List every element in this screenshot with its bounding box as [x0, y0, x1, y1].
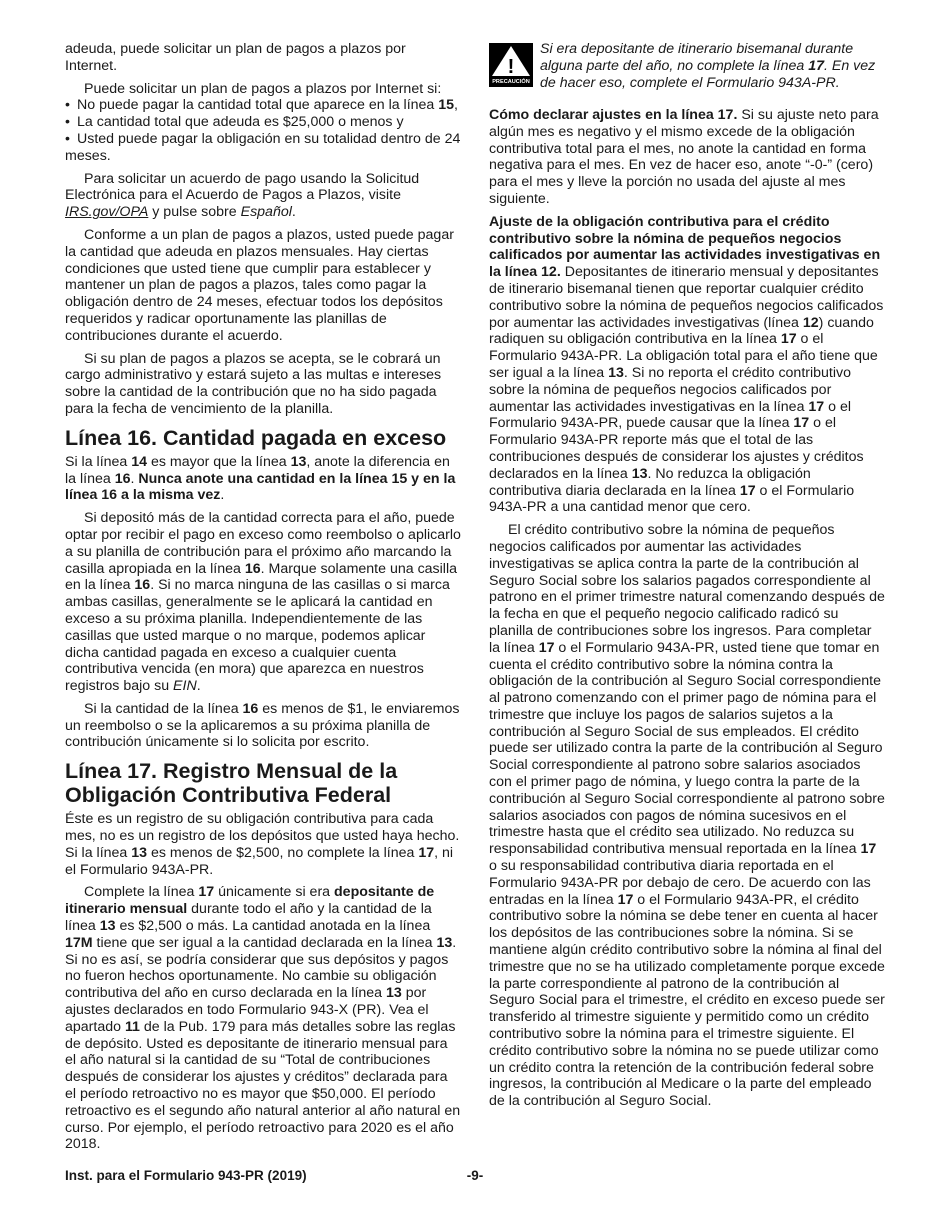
list-item: • Usted puede pagar la obligación en su totalidad dentro de 24 meses.: [65, 130, 461, 164]
right-column: [489, 41, 885, 1116]
paragraph: Para solicitar un acuerdo de pago usando la Solicitud Electrónica para el Acuerdo de Pagos a Plazos, visite IRS.gov/OPA y pulse sobre Español.: [65, 170, 420, 221]
paragraph: Puede solicitar un plan de pagos a plazos por Internet si:: [84, 80, 442, 97]
paragraph: Ajuste de la obligación contributiva para el crédito contributivo sobre la nómina de pequeños negocios calificados por aumentar las actividades investigativas en la línea 12. Depositantes de itinerario mensual y depositantes de itinerario bisemanal tienen que reportar cualquier crédito contributivo sobre la nómina de pequeños negocios calificados por aumentar las actividades investigativas (línea 12) cuando radiquen su obligación contributiva en la línea 17 o el Formulario 943A-PR. La obligación total para el año tiene que ser igual a la línea 13. Si no reporta el crédito contributivo sobre la nómina de pequeños negocios calificados por aumentar las actividades investigativas en la línea 17 o el Formulario 943A-PR, puede causar que la línea 17 o el Formulario 943A-PR reporte más que el total de las contribuciones después de considerar los ajustes y créditos declarados en la línea 13. No reduzca la obligación contributiva diaria declarada en la línea 17 o el Formulario 943A-PR a una cantidad menor que cero.: [489, 213, 884, 516]
paragraph: Si depositó más de la cantidad correcta para el año, puede optar por recibir el pago en exceso como reembolso o aplicarlo a su planilla de contribución para el próximo año marcando la casilla apropiada en la línea 16. Marque solamente una casilla en la línea 16. Si no marca ninguna de las casillas o si marca ambas casillas, generalmente se le aplicará la cantidad en exceso a su próxima planilla. Independientemente de las casillas que usted marque o no marque, podemos aplicar dicha cantidad pagada en exceso a cualquier cuenta contributiva vencida (en mora) que aparezca en nuestros registros bajo su EIN.: [65, 510, 461, 695]
paragraph: Conforme a un plan de pagos a plazos, usted puede pagar la cantidad que adeuda en plazos mensuales. Hay ciertas condiciones que usted tiene que cumplir para establecer y mantener un plan de pagos a plazos, tales como pagar la obligación dentro de 24 meses, efectuar todos los depósitos requeridos y radicar oportunamente las planillas de contribuciones durante el acuerdo.: [65, 226, 454, 344]
paragraph: Éste es un registro de su obligación contributiva para cada mes, no es un registro de los depósitos que usted haya hecho. Si la línea 13 es menos de $2,500, no complete la línea 17, ni el Formulario 943A-PR.: [65, 811, 460, 878]
paragraph: Cómo declarar ajustes en la línea 17. Si su ajuste neto para algún mes es negativo y el mismo excede de la obligación contributiva total para el mes, no anote la cantidad en forma negativa para el mes. En vez de hacer eso, anote “-0-” (cero) para el mes y lleve la porción no usada del ajuste al mes siguiente.: [489, 107, 879, 207]
paragraph: Si la cantidad de la línea 16 es menos de $1, le enviaremos un reembolso o se la aplicaremos a su próxima planilla de contribución únicamente si lo solicita por escrito.: [65, 700, 460, 751]
caution-label: PRECAUCIÓN: [492, 79, 530, 85]
page-number: -9-: [466, 1168, 484, 1183]
left-column: [65, 41, 461, 1159]
caution-icon: [489, 43, 533, 87]
paragraph: adeuda, puede solicitar un plan de pagos a plazos por Internet.: [65, 41, 406, 74]
bullet-icon: •: [65, 97, 70, 114]
paragraph: Complete la línea 17 únicamente si era depositante de itinerario mensual durante todo el año y la cantidad de la línea 13 es $2,500 o más. La cantidad anotada en la línea 17M tiene que ser igual a la cantidad declarada en la línea 13. Si no es así, se podría considerar que sus depósitos y pagos no fueron hechos oportunamente. No cambie su obligación contributiva del año en curso declarada en la línea 13 por ajustes declarados en todo Formulario 943-X (PR). Vea el apartado 11 de la Pub. 179 para más detalles sobre las reglas de depósito. Usted es depositante de itinerario mensual para el año natural si la cantidad de su “Total de contribuciones después de considerar los ajustes y créditos” declarada para el período retroactivo no es mayor que $50,000. El período retroactivo es el segundo año natural anterior al año natural en curso. Por ejemplo, el período retroactivo para 2020 es el año 2018.: [65, 884, 461, 1153]
list-item: • No puede pagar la cantidad total que aparece en la línea 15,: [65, 97, 458, 114]
paragraph: El crédito contributivo sobre la nómina de pequeños negocios calificados por aumentar las actividades investigativas se aplica contra la parte de la contribución al Seguro Social sobre los salarios pagados correspondiente al patrono en el primer trimestre natural comenzando después de la fecha en que el pequeño negocio calificado radicó su planilla de contribuciones sobre los ingresos. Para completar la línea 17 o el Formulario 943A-PR, usted tiene que tomar en cuenta el crédito contributivo sobre la nómina contra la obligación de la contribución al Seguro Social correspondiente al patrono comenzando con el primer pago de nómina para el trimestre que incluye los pagos de salarios sujetos a la contribución al Seguro Social de sus empleados. El crédito puede ser utilizado contra la parte de la contribución al Seguro Social correspondiente al patrono sobre salarios asociados con el primer pago de nómina, y luego contra la parte de la contribución al Seguro Social correspondiente al patrono sobre salarios asociados con pagos de nómina sucesivos en el trimestre hasta que el crédito sea utilizado. No reduzca su responsabilidad contributiva mensual reportada en la línea 17 o su responsabilidad contributiva diaria reportada en el Formulario 943A-PR por debajo de cero. De acuerdo con las entradas en la línea 17 o el Formulario 943A-PR, el crédito contributivo sobre la nómina se debe tener en cuenta al hacer los depósitos de las contribuciones sobre la nómina. Si se mantiene algún crédito contributivo sobre la nómina al final del trimestre que no se ha utilizado completamente porque excede la parte correspondiente al patrono de la contribución al Seguro Social para el trimestre, el crédito en exceso puede ser transferido al trimestre siguiente y permitido como un crédito contributivo sobre la nómina para el trimestre siguiente. El crédito contributivo sobre la nómina no se puede utilizar como un crédito contra la retención de la contribución federal sobre ingresos, la contribución al Medicare o la parte del empleado de la contribución al Seguro Social.: [489, 522, 885, 1110]
list-item: • La cantidad total que adeuda es $25,000 o menos y: [65, 114, 404, 131]
exclamation-mark: !: [507, 56, 515, 78]
bullet-icon: •: [65, 130, 70, 147]
caution-box: [489, 41, 885, 93]
bullet-icon: •: [65, 114, 70, 131]
section-heading-line-17: Línea 17. Registro Mensual de la Obligación Contributiva Federal: [65, 759, 398, 808]
footer-form-title: Inst. para el Formulario 943-PR (2019): [65, 1168, 307, 1183]
caution-text: Si era depositante de itinerario bisemanal durante alguna parte del año, no complete la línea 17. En vez de hacer eso, complete el Formulario 943A-PR.: [540, 41, 876, 91]
section-heading-line-16: Línea 16. Cantidad pagada en exceso: [65, 425, 447, 450]
paragraph: Si su plan de pagos a plazos se acepta, se le cobrará un cargo administrativo y estará sujeto a las multas e intereses sobre la cantidad de la contribución que no ha sido pagada para la fecha de vencimiento de la planilla.: [65, 350, 442, 417]
irs-opa-link[interactable]: IRS.gov/OPA: [65, 204, 149, 221]
paragraph: Si la línea 14 es mayor que la línea 13, anote la diferencia en la línea 16. Nunca anote una cantidad en la línea 15 y en la línea 16 a la misma vez.: [65, 453, 456, 504]
